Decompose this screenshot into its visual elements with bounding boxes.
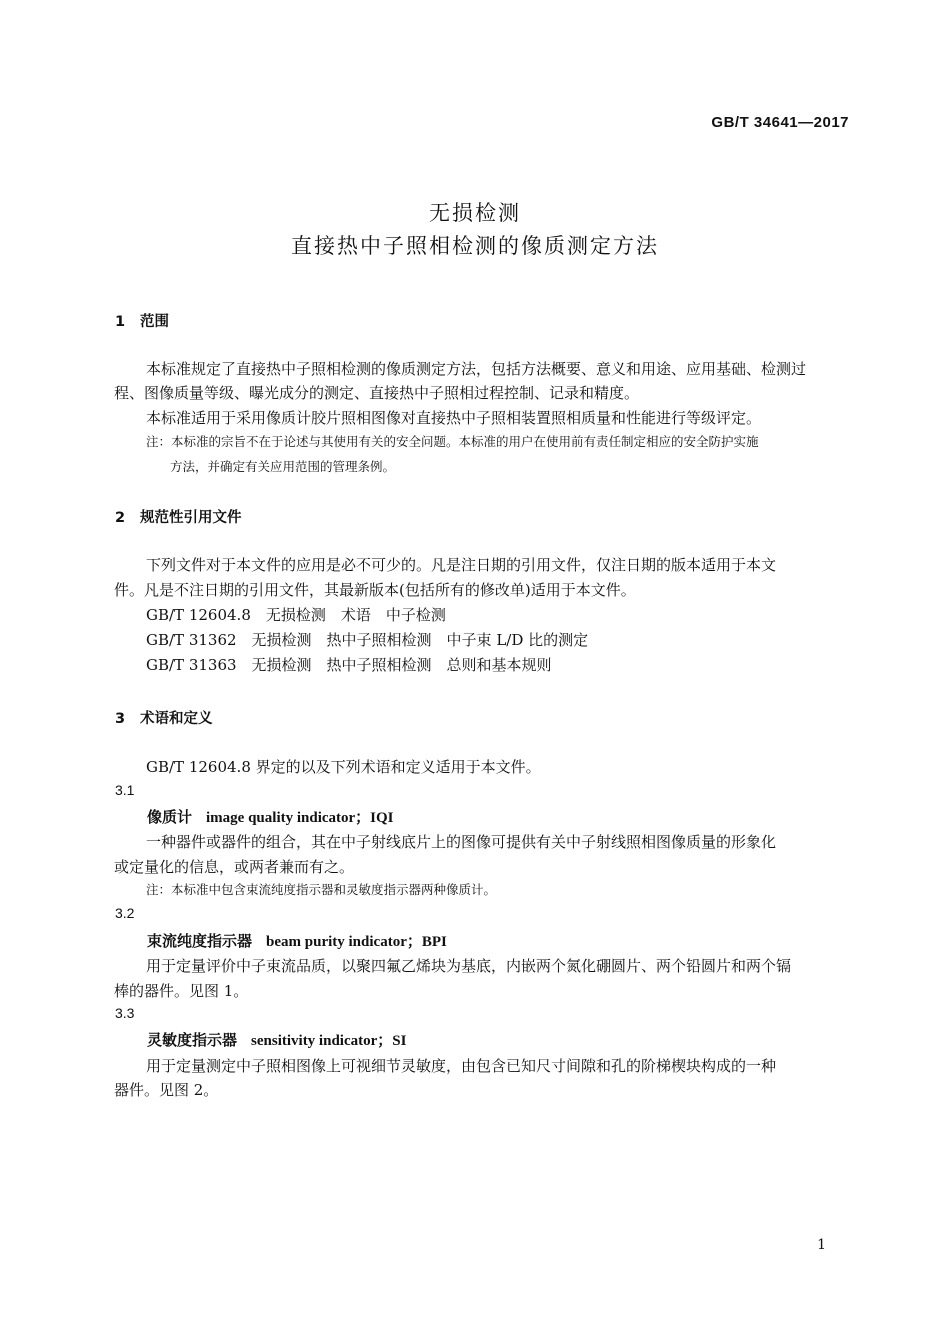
- section-title: 范围: [140, 314, 169, 330]
- definition: 或定量化的信息，或两者兼而有之。: [114, 858, 355, 876]
- definition: 棒的器件。见图 1。: [114, 982, 249, 1000]
- note-continuation: 方法，并确定有关应用范围的管理条例。: [170, 459, 396, 474]
- section-number: 3: [115, 711, 126, 727]
- section-number: 1: [115, 314, 126, 330]
- paragraph: 下列文件对于本文件的应用是必不可少的。凡是注日期的引用文件，仅注日期的版本适用于本文: [146, 556, 777, 574]
- paragraph: 本标准规定了直接热中子照相检测的像质测定方法，包括方法概要、意义和用途、应用基础、检测过: [146, 360, 807, 378]
- page-number: 1: [817, 1237, 826, 1253]
- term-entry: [147, 930, 447, 951]
- section-1-heading: [115, 310, 169, 331]
- definition: 一种器件或器件的组合，其在中子射线底片上的图像可提供有关中子射线照相图像质量的形象化: [146, 833, 777, 851]
- term-chinese: 灵敏度指示器: [147, 1031, 238, 1049]
- note: 注：本标准的宗旨不在于论述与其使用有关的安全问题。本标准的用户在使用前有责任制定相应的安全防护实施: [146, 434, 759, 449]
- term-number: 3.1: [115, 782, 135, 798]
- paragraph: 本标准适用于采用像质计胶片照相图像对直接热中子照相装置照相质量和性能进行等级评定。: [146, 409, 762, 427]
- reference-item: GB/T 31363 无损检测 热中子照相检测 总则和基本规则: [146, 656, 552, 674]
- term-chinese: 像质计: [147, 808, 193, 826]
- paragraph: GB/T 12604.8 界定的以及下列术语和定义适用于本文件。: [146, 758, 541, 776]
- term-number: 3.3: [115, 1005, 135, 1021]
- definition: 用于定量测定中子照相图像上可视细节灵敏度，由包含已知尺寸间隙和孔的阶梯楔块构成的一种: [146, 1057, 777, 1075]
- section-2-heading: [115, 506, 242, 527]
- section-number: 2: [115, 510, 126, 526]
- standard-code: GB/T 34641—2017: [711, 114, 849, 131]
- term-number: 3.2: [115, 905, 135, 921]
- term-entry: [147, 1029, 406, 1050]
- paragraph: 程、图像质量等级、曝光成分的测定、直接热中子照相过程控制、记录和精度。: [114, 384, 640, 402]
- term-chinese: 束流纯度指示器: [147, 932, 253, 950]
- paragraph: 件。凡是不注日期的引用文件，其最新版本(包括所有的修改单)适用于本文件。: [114, 581, 636, 599]
- term-english: sensitivity indicator；SI: [251, 1033, 407, 1049]
- section-3-heading: [115, 707, 213, 728]
- definition: 用于定量评价中子束流品质，以聚四氟乙烯块为基底，内嵌两个氮化硼圆片、两个铅圆片和两个镉: [146, 957, 792, 975]
- term-entry: [147, 806, 394, 827]
- reference-item: GB/T 12604.8 无损检测 术语 中子检测: [146, 606, 446, 624]
- section-title: 规范性引用文件: [140, 510, 242, 526]
- term-english: image quality indicator；IQI: [206, 810, 394, 826]
- section-title: 术语和定义: [140, 711, 213, 727]
- reference-item: GB/T 31362 无损检测 热中子照相检测 中子束 L/D 比的测定: [146, 631, 589, 649]
- definition: 器件。见图 2。: [114, 1081, 219, 1099]
- term-english: beam purity indicator；BPI: [266, 934, 447, 950]
- document-title-line2: 直接热中子照相检测的像质测定方法: [291, 234, 659, 258]
- document-title-line1: 无损检测: [429, 201, 521, 225]
- note: 注：本标准中包含束流纯度指示器和灵敏度指示器两种像质计。: [146, 882, 497, 897]
